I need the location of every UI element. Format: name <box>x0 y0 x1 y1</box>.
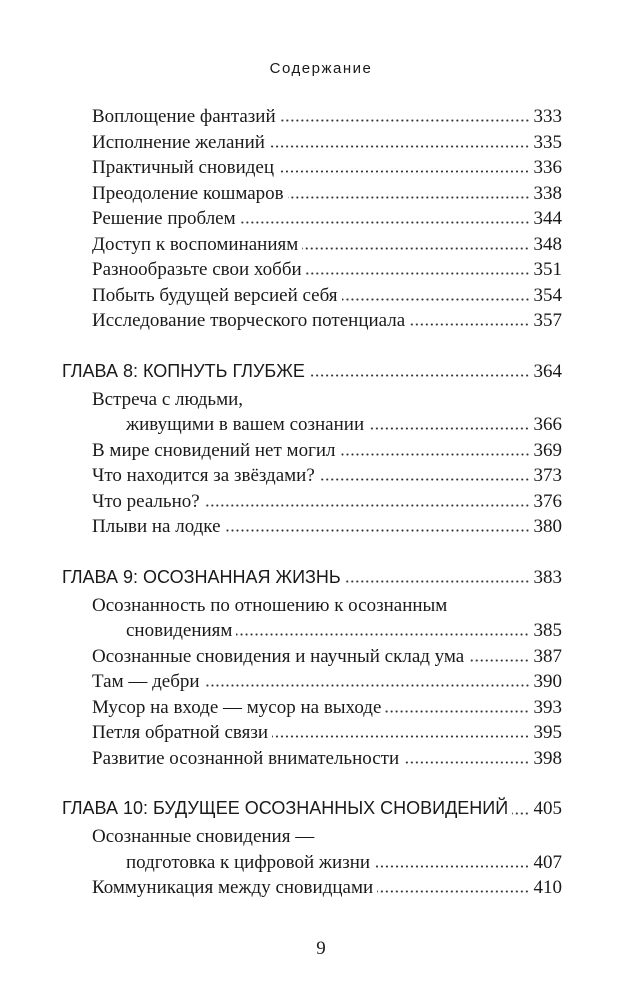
toc-entry-page: 373 <box>533 465 562 486</box>
toc-entry-title: Развитие осознанной внимательности <box>92 747 400 769</box>
dot-leader <box>319 477 530 483</box>
toc-entry-title: подготовка к цифровой жизни <box>126 851 371 873</box>
toc-entry-title: Осознанные сновидения и научный склад ума <box>92 645 465 667</box>
toc-entry-page: 393 <box>533 696 562 718</box>
toc-section <box>62 104 562 334</box>
toc-entry-page: 385 <box>533 620 562 641</box>
dot-leader <box>236 632 529 638</box>
toc-entry[interactable] <box>62 746 562 772</box>
dot-leader <box>368 426 529 432</box>
dot-leader <box>403 759 529 765</box>
table-of-contents <box>62 104 562 925</box>
toc-entry[interactable] <box>62 130 562 156</box>
dot-leader <box>272 734 529 740</box>
chapter-heading-page: 383 <box>533 566 562 588</box>
chapter-heading-title: ГЛАВА 10: БУДУЩЕЕ ОСОЗНАННЫХ СНОВИДЕНИЙ <box>62 798 509 818</box>
toc-entry[interactable] <box>62 232 562 258</box>
toc-entry-title: В мире сновидений нет могил <box>92 439 336 461</box>
dot-leader <box>374 863 529 869</box>
toc-entry-title: Разнообразьте свои хобби <box>92 259 302 280</box>
toc-entry-page: 351 <box>533 259 562 280</box>
toc-entry-title: Там — дебри <box>92 671 200 692</box>
toc-entry-page: 398 <box>533 747 562 769</box>
toc-entry-first-line: Осознанные сновидения — <box>92 826 315 847</box>
dot-leader <box>204 683 530 689</box>
toc-entry-title: Решение проблем <box>92 208 236 229</box>
toc-entry[interactable] <box>62 875 562 901</box>
toc-entry-page: 390 <box>533 671 562 692</box>
toc-entry[interactable] <box>62 669 562 695</box>
dot-leader <box>280 118 530 124</box>
chapter-heading-title: ГЛАВА 9: ОСОЗНАННАЯ ЖИЗНЬ <box>62 566 341 587</box>
dot-leader <box>204 502 530 508</box>
toc-entry-title: сновидениям <box>126 620 233 641</box>
toc-entry[interactable] <box>62 644 562 670</box>
toc-section <box>62 795 562 901</box>
dot-leader <box>345 579 530 585</box>
toc-entry-page: 407 <box>533 851 562 873</box>
toc-entry-page: 357 <box>533 310 562 331</box>
toc-entry-title: Коммуникация между сновидцами <box>92 877 374 898</box>
dot-leader <box>302 245 529 251</box>
toc-entry[interactable] <box>62 438 562 464</box>
chapter-heading[interactable] <box>62 358 562 385</box>
dot-leader <box>377 889 529 895</box>
toc-entry[interactable] <box>62 283 562 309</box>
chapter-heading-title: ГЛАВА 8: КОПНУТЬ ГЛУБЖЕ <box>62 360 305 381</box>
dot-leader <box>225 528 530 534</box>
dot-leader <box>409 322 529 328</box>
toc-entry[interactable] <box>62 720 562 746</box>
toc-entry-title: Исследование творческого потенциала <box>92 310 406 331</box>
dot-leader <box>309 373 530 379</box>
toc-entry[interactable] <box>62 206 562 232</box>
toc-entry-page: 376 <box>533 490 562 512</box>
toc-entry[interactable] <box>62 850 562 876</box>
toc-entry-title: Исполнение желаний <box>92 131 265 153</box>
toc-entry[interactable] <box>62 257 562 283</box>
toc-entry-page: 387 <box>533 645 562 667</box>
toc-entry-title: Плыви на лодке <box>92 516 221 537</box>
toc-entry-page: 344 <box>533 208 562 229</box>
toc-entry[interactable] <box>62 104 562 130</box>
toc-entry-page: 338 <box>533 182 562 204</box>
dot-leader <box>340 451 530 457</box>
toc-entry-title: живущими в вашем сознании <box>126 414 365 435</box>
toc-entry-page: 366 <box>533 414 562 435</box>
toc-entry[interactable] <box>62 181 562 207</box>
dot-leader <box>240 220 530 226</box>
toc-entry[interactable] <box>62 463 562 489</box>
chapter-heading[interactable] <box>62 564 562 591</box>
toc-entry-first-line: Осознанность по отношению к осознанным <box>92 594 448 616</box>
toc-entry-title: Что реально? <box>92 490 200 512</box>
running-head: Содержание <box>269 60 373 77</box>
toc-entry-title: Что находится за звёздами? <box>92 465 315 486</box>
toc-entry-title: Петля обратной связи <box>92 722 269 743</box>
dot-leader <box>306 271 530 277</box>
toc-entry[interactable] <box>62 412 562 438</box>
toc-entry-page: 369 <box>533 439 562 461</box>
dot-leader <box>342 296 530 302</box>
toc-entry-title: Доступ к воспоминаниям <box>92 233 299 255</box>
chapter-heading[interactable] <box>62 795 562 822</box>
toc-entry-title: Преодоление кошмаров <box>92 182 284 204</box>
dot-leader <box>269 143 530 149</box>
chapter-heading-page: 405 <box>533 798 562 819</box>
toc-entry[interactable] <box>62 489 562 515</box>
toc-entry-page: 410 <box>533 877 562 898</box>
toc-entry-page: 348 <box>533 233 562 255</box>
toc-entry-page: 336 <box>533 157 562 178</box>
dot-leader <box>468 657 529 663</box>
toc-entry-page: 395 <box>533 722 562 743</box>
toc-entry-page: 380 <box>533 516 562 537</box>
chapter-heading-page: 364 <box>533 360 562 382</box>
toc-entry-first-line: Встреча с людьми, <box>92 388 244 410</box>
toc-entry-page: 354 <box>533 284 562 306</box>
page-number-folio: 9 <box>316 938 326 959</box>
toc-entry[interactable] <box>62 155 562 181</box>
toc-entry[interactable] <box>62 514 562 540</box>
toc-entry-title: Практичный сновидец <box>92 157 275 178</box>
toc-entry-title: Побыть будущей версией себя <box>92 284 338 306</box>
toc-entry-page: 335 <box>533 131 562 153</box>
toc-entry-page: 333 <box>533 106 562 127</box>
toc-entry-title: Воплощение фантазий <box>92 106 276 127</box>
toc-entry[interactable] <box>62 618 562 644</box>
dot-leader <box>278 169 529 175</box>
toc-section <box>62 564 562 772</box>
toc-section <box>62 358 562 540</box>
dot-leader <box>288 194 530 200</box>
dot-leader <box>385 708 529 714</box>
toc-entry[interactable] <box>62 695 562 721</box>
dot-leader <box>512 810 529 816</box>
toc-entry[interactable] <box>62 308 562 334</box>
toc-entry-title: Мусор на входе — мусор на выходе <box>92 696 382 718</box>
